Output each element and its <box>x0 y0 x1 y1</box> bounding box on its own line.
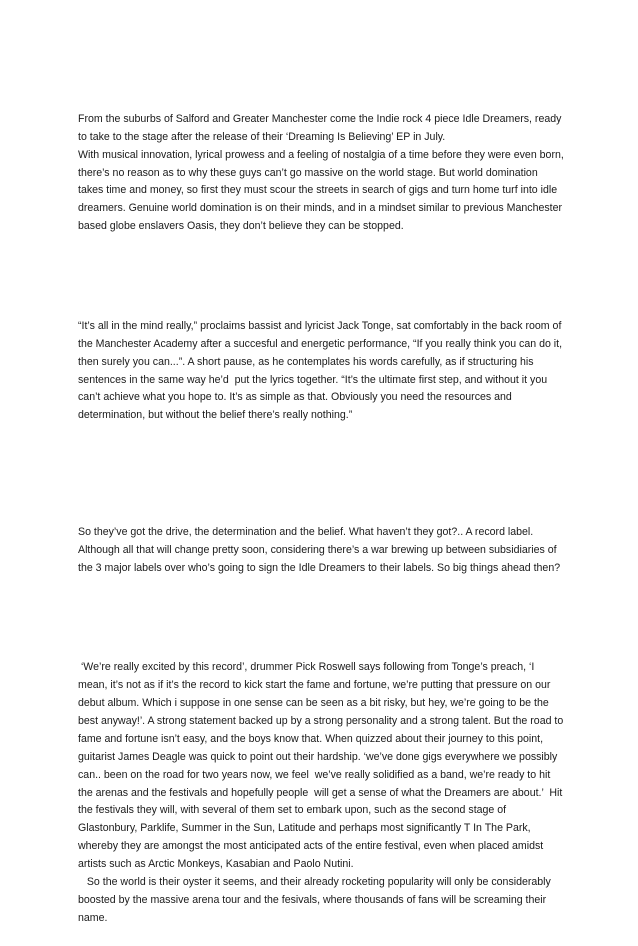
paragraph-intro: From the suburbs of Salford and Greater Manchester come the Indie rock 4 piece Idle Dreamers, ready to take to the stage after the release of their ‘Dreaming Is Believing’ EP in July. With musical innovation, lyrical prowess and a feeling of nostalgia of a time before they were even born, there’s no reason as to why these guys can’t go massive on the world stage. But world domination takes time and money, so first they must scour the streets in search of gigs and turn home turf into idle dreamers. Genuine world domination is on their minds, and in a mindset similar to previous Manchester based globe enslavers Oasis, they don’t believe they can be stopped. <box>78 112 564 233</box>
paragraph-spacer <box>78 461 565 488</box>
paragraph-spacer <box>78 272 565 282</box>
article-body <box>78 75 565 946</box>
paragraph-roswell-festivals: ‘We’re really excited by this record’, drummer Pick Roswell says following from Tonge’s preach, ‘I mean, it’s not as if it’s the record to kick start the fame and fortune, we’re putting that pressure on our debut album. Which i suppose in one sense can be seen as a bit risky, but hey, we’re going to be the best anyway!’. A strong statement backed up by a strong personality and a strong talent. But the road to fame and fortune isn’t easy, and the boys know that. When quizzed about their journey to this point, guitarist James Deagle was quick to point out their hardship. ‘we’ve done gigs everywhere we possibly can.. been on the road for two years now, we feel we’ve really solidified as a band, we’re ready to hit the arenas and the festivals and hopefully people will get a sense of what the Dreamers are about.’ Hit the festivals they will, with several of them set to embark upon, such as the second stage of Glastonbury, Parklife, Summer in the Sun, Latitude and perhaps most significantly T In The Park, whereby they are amongst the most anticipated acts of the entire festival, even when placed amidst artists such as Arctic Monkeys, Kasabian and Paolo Nutini. So the world is their oyster it seems, and their already rocketing popularity will only be considerably boosted by the massive arena tour and the fesivals, where thousands of fans will be screaming their name. <box>78 661 564 924</box>
paragraph-record-label: So they’ve got the drive, the determination and the belief. What haven’t they got?.. A record label. Although all that will change pretty soon, considering there’s a war brewing up between subsidiaries of the 3 major labels over who’s going to sign the Idle Dreamers to their labels. So big things ahead then? <box>78 525 561 574</box>
paragraph-spacer <box>78 613 565 623</box>
paragraph-quote-tonge: “It’s all in the mind really,” proclaims bassist and lyricist Jack Tonge, sat comfortably in the back room of the Manchester Academy after a succesful and energetic performance, “If you really think you can do it, then surely you can...”. A short pause, as he contemplates his words carefully, as if structuring his sentences in the same way he’d put the lyrics together. “It’s the ultimate first step, and without it you can’t achieve what you hope to. It’s as simple as that. Obviously you need the resources and determination, but without the belief there’s really nothing.” <box>78 319 565 422</box>
